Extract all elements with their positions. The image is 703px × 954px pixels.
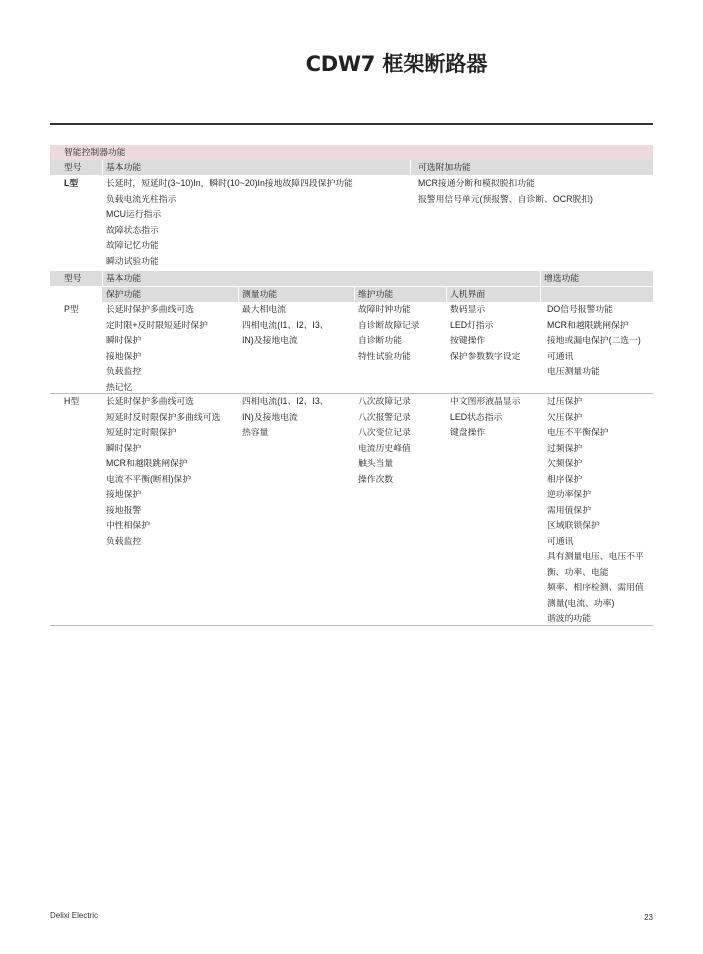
section2-header-row: [50, 271, 653, 286]
list-item: 长延时，短延时(3~10)In，瞬时(10~20)In接地故障四段保护功能: [106, 178, 353, 188]
h-extra-list: [547, 394, 644, 627]
list-item: 保护参数数字设定: [450, 350, 521, 361]
h-hmi-list: [450, 394, 520, 441]
list-item: 短延时定时限保护: [106, 427, 177, 437]
list-item: 电压不平衡保护: [547, 427, 609, 437]
list-item: 故障记忆功能: [106, 240, 159, 250]
section1-header-row: [50, 145, 653, 160]
footer-brand: Delixi Electric: [50, 911, 99, 920]
list-item: 过压保护: [547, 396, 583, 406]
p-hmi-list: [450, 302, 520, 364]
list-item: 可通讯: [547, 535, 574, 546]
list-item: IN)及接地电流: [242, 411, 298, 422]
page-title: [0, 48, 703, 78]
h-measure-list: [242, 394, 329, 441]
list-item: 自诊断功能: [358, 335, 402, 345]
list-item: 热记忆: [106, 381, 133, 392]
col-optional-header: 可选附加功能: [418, 162, 471, 172]
list-item: 电流历史峰值: [358, 442, 411, 453]
type-l-label: [64, 176, 78, 192]
title-model: CDW7: [305, 52, 376, 76]
list-item: 按键操作: [450, 335, 486, 345]
col-type-header: 型号: [64, 273, 82, 283]
sub-protect-header: 保护功能: [106, 289, 142, 299]
list-item: 四相电流(I1、I2、I3、: [242, 396, 329, 406]
section2-subheader-row: [50, 287, 653, 302]
controller-table-section1: [50, 145, 653, 175]
col-basic-header: 基本功能: [106, 273, 142, 283]
title-rule: [50, 123, 653, 125]
type-p-label: [64, 302, 79, 318]
list-item: MCR和越限跳闸保护: [106, 458, 188, 468]
sub-measure-header: 测量功能: [242, 289, 278, 299]
divider: [102, 160, 103, 175]
list-item: MCR接通分断和模拟脱扣功能: [418, 178, 535, 188]
list-item: 瞬动试验功能: [106, 255, 159, 266]
list-item: 故障时钟功能: [358, 304, 411, 314]
h-maintain-list: [358, 394, 411, 487]
list-item: 长延时保护多曲线可选: [106, 396, 194, 406]
list-item: 负载电流光柱指示: [106, 193, 177, 204]
list-item: 频率、相序检测、需用值: [547, 582, 644, 592]
list-item: 接地报警: [106, 504, 142, 515]
list-item: 数码显示: [450, 304, 486, 314]
section1-header: 智能控制器功能: [64, 147, 126, 157]
list-item: 谐波的功能: [547, 613, 591, 623]
list-item: 相序保护: [547, 473, 583, 484]
list-item: IN)及接地电流: [242, 335, 298, 345]
section1-column-header-row: [50, 160, 653, 175]
list-item: 故障状态指示: [106, 224, 159, 235]
list-item: 报警用信号单元(预报警、自诊断、OCR脱扣): [418, 193, 593, 204]
sub-hmi-header: 人机界面: [450, 289, 486, 299]
col-type-header: 型号: [64, 162, 82, 172]
list-item: 长延时保护多曲线可选: [106, 304, 194, 314]
list-item: 触头当量: [358, 458, 394, 468]
page-number: 23: [644, 913, 653, 922]
list-item: 八次报警记录: [358, 411, 411, 422]
list-item: 具有测量电压、电压不平: [547, 551, 644, 561]
p-protect-list: [106, 302, 208, 395]
list-item: MCR和越限跳闸保护: [547, 319, 629, 330]
list-item: 可通讯: [547, 350, 574, 361]
p-maintain-list: [358, 302, 420, 364]
list-item: 键盘操作: [450, 427, 486, 437]
list-item: LED灯指示: [450, 319, 494, 330]
title-name: 框架断路器: [375, 52, 488, 76]
controller-table-section2: [50, 271, 653, 302]
list-item: 中性相保护: [106, 520, 150, 530]
col-extra-header: 增选功能: [544, 273, 580, 283]
type-h-label: [64, 394, 79, 410]
list-item: 最大相电流: [242, 304, 286, 314]
list-item: 热容量: [242, 427, 269, 437]
list-item: 操作次数: [358, 473, 394, 484]
divider: [540, 271, 541, 286]
list-item: 自诊断故障记录: [358, 319, 420, 330]
divider: [354, 287, 355, 302]
list-item: MCU运行指示: [106, 209, 162, 219]
table-bottom-rule: [50, 625, 653, 626]
list-item: 电流不平衡(断相)保护: [106, 473, 192, 484]
p-measure-list: [242, 302, 329, 349]
type-l-text: L型: [64, 178, 79, 188]
list-item: 瞬时保护: [106, 335, 142, 345]
col-basic-header: 基本功能: [106, 162, 142, 172]
list-item: LED状态指示: [450, 411, 503, 422]
list-item: 负载监控: [106, 535, 142, 546]
type-h-text: H型: [64, 396, 80, 406]
list-item: 需用值保护: [547, 504, 591, 515]
list-item: 定时限+反时限短延时保护: [106, 319, 208, 330]
l-optional-list: [418, 176, 593, 207]
divider: [446, 287, 447, 302]
list-item: 过频保护: [547, 442, 583, 453]
list-item: 特性试验功能: [358, 350, 411, 361]
type-p-text: P型: [64, 304, 79, 314]
list-item: 区域联锁保护: [547, 520, 600, 530]
l-basic-list: [106, 176, 353, 269]
list-item: 八次变位记录: [358, 427, 411, 437]
list-item: DO信号报警功能: [547, 304, 613, 314]
h-protect-list: [106, 394, 220, 549]
list-item: 欠压保护: [547, 411, 583, 422]
sub-maintain-header: 维护功能: [358, 289, 394, 299]
list-item: 负载监控: [106, 366, 142, 376]
divider: [540, 287, 541, 302]
list-item: 测量(电流、功率): [547, 597, 615, 608]
p-extra-list: [547, 302, 641, 380]
list-item: 衡、功率、电能: [547, 566, 609, 577]
list-item: 接地或漏电保护(二选一): [547, 335, 641, 345]
divider: [410, 160, 411, 175]
divider: [238, 287, 239, 302]
list-item: 欠频保护: [547, 458, 583, 468]
list-item: 逆功率保护: [547, 489, 591, 499]
list-item: 中文图形液晶显示: [450, 396, 521, 406]
list-item: 四相电流(I1、I2、I3、: [242, 319, 329, 330]
list-item: 电压测量功能: [547, 366, 600, 376]
list-item: 接地保护: [106, 489, 142, 499]
list-item: 瞬时保护: [106, 442, 142, 453]
list-item: 八次故障记录: [358, 396, 411, 406]
list-item: 接地保护: [106, 350, 142, 361]
divider: [102, 271, 103, 286]
list-item: 短延时反时限保护多曲线可选: [106, 411, 221, 422]
